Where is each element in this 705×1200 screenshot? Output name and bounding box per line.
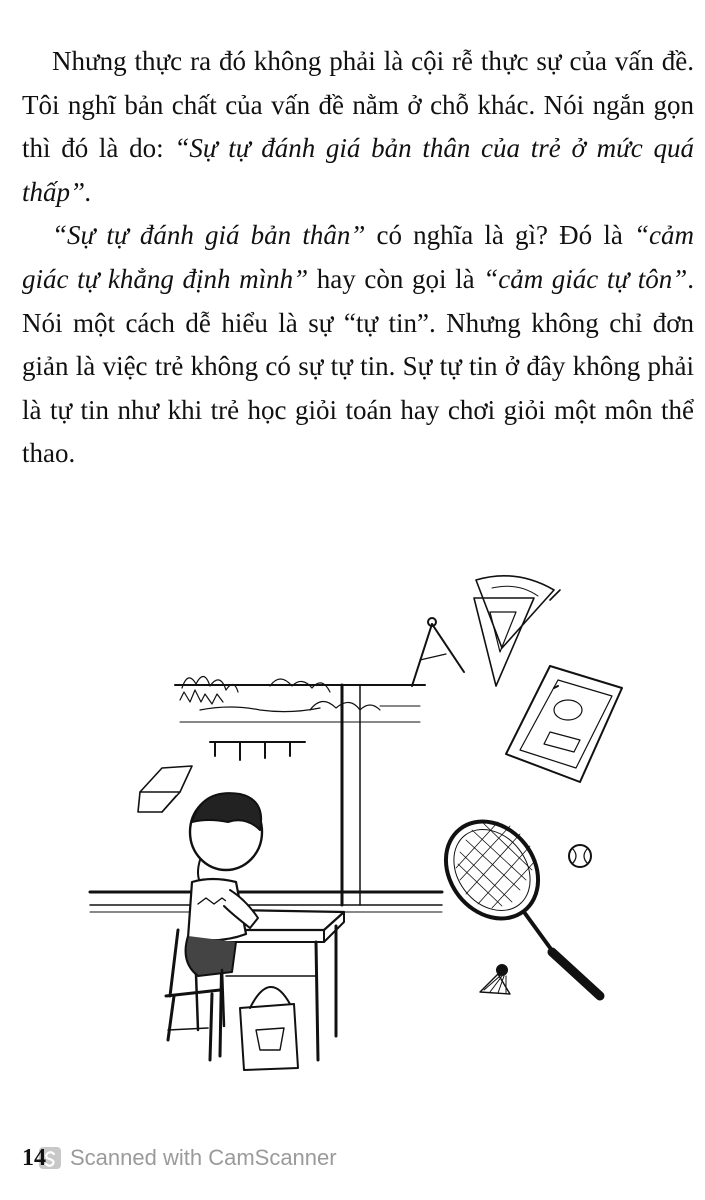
window-trees	[180, 676, 420, 722]
page-number: 14	[22, 1144, 46, 1171]
text-run-italic: “Sự tự đánh giá bản thân của trẻ ở mức quá thấp”.	[22, 133, 694, 207]
tennis-racket	[427, 803, 600, 996]
window-frame	[90, 685, 442, 912]
paragraph	[22, 214, 694, 476]
folded-paper	[138, 766, 192, 812]
paragraph	[22, 40, 694, 214]
compass	[412, 618, 464, 686]
drawing-book	[506, 666, 622, 782]
boy-figure	[186, 793, 262, 1030]
classroom-illustration	[80, 560, 650, 1080]
scanner-watermark: Scanned with CamScanner	[70, 1145, 337, 1170]
protractor	[474, 576, 560, 686]
text-run-italic: “cảm giác tự khẳng định mình”	[22, 220, 694, 294]
tennis-ball	[569, 845, 591, 867]
text-run: Nhưng thực ra đó không phải là cội rễ thực sự của vấn đề. Tôi nghĩ bản chất của vấn đề nằm ở chỗ khác. Nói ngắn gọn thì đó là do:	[22, 46, 694, 164]
text-run-italic: “Sự tự đánh giá bản thân”	[52, 220, 366, 251]
text-run-italic: “cảm giác tự tôn”	[483, 263, 688, 294]
body-text	[22, 40, 694, 476]
shuttlecock	[480, 965, 510, 994]
page-footer	[22, 1138, 682, 1178]
text-run: có nghĩa là gì? Đó là	[365, 220, 634, 251]
text-run: hay còn gọi là	[308, 263, 484, 294]
text-run: . Nói một cách dễ hiểu là sự “tự tin”. Nhưng không chỉ đơn giản là việc trẻ không có sự tự tin. Sự tự tin ở đây không phải là tự tin như khi trẻ học giỏi toán hay chơi giỏi một môn thể thao.	[22, 263, 694, 469]
school-bag	[240, 987, 298, 1070]
